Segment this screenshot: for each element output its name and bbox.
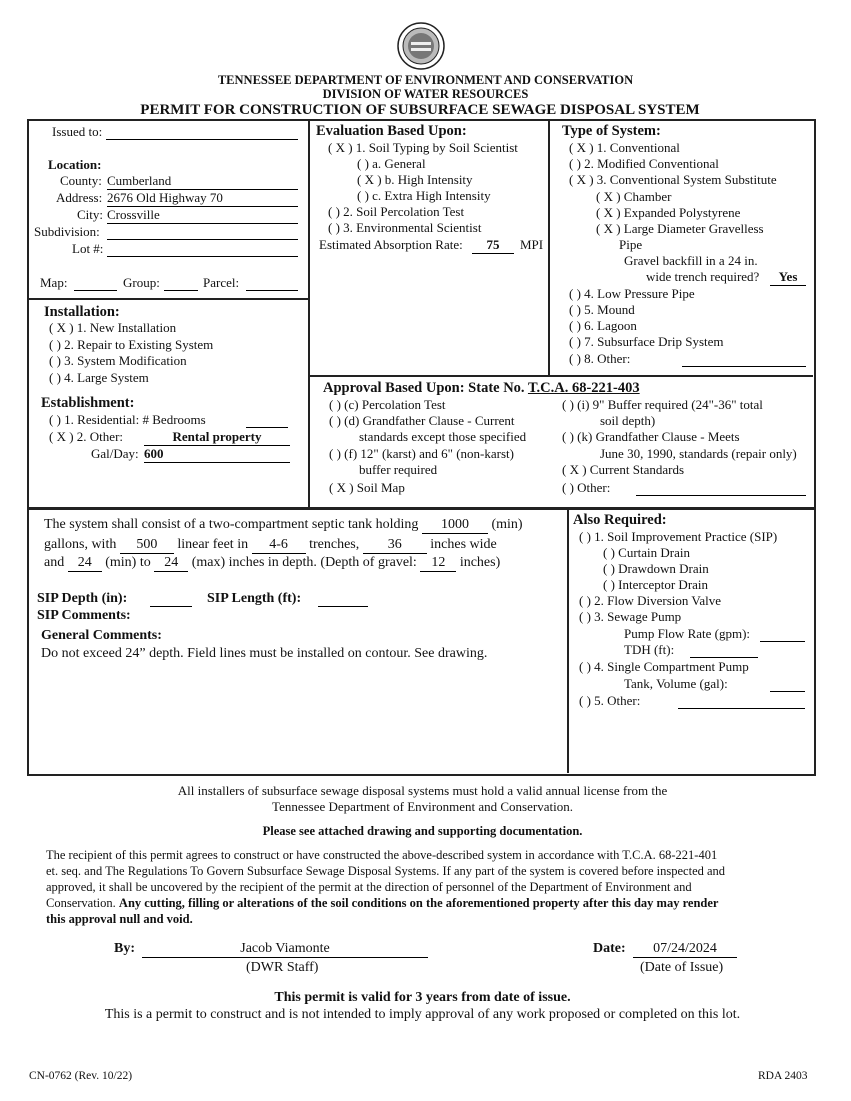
tdh-field[interactable] — [690, 642, 758, 658]
gravel-question-2: wide trench required? — [646, 269, 760, 284]
county-label: County: — [60, 173, 102, 188]
galday-label: Gal/Day: — [91, 446, 139, 461]
type-item-8[interactable]: ( ) 8. Other: — [569, 351, 631, 366]
approval-current[interactable]: ( X ) Current Standards — [562, 462, 685, 477]
eval-item-2[interactable]: ( ) 2. Soil Percolation Test — [328, 204, 465, 219]
approval-code: T.C.A. 68-221-403 — [527, 380, 640, 396]
issued-to-label: Issued to: — [52, 124, 103, 139]
group-label: Group: — [123, 275, 160, 290]
license-note-1: All installers of subsurface sewage disposal systems must hold a valid annual license from the — [177, 783, 668, 798]
type-item-3[interactable]: ( X ) 3. Conventional System Substitute — [569, 172, 777, 187]
type-item-6[interactable]: ( ) 6. Lagoon — [569, 318, 637, 333]
also-item-3[interactable]: ( ) 3. Sewage Pump — [579, 609, 682, 624]
establishment-heading: Establishment: — [41, 395, 135, 411]
pump-flow-field[interactable] — [760, 626, 805, 642]
type-item-4[interactable]: ( ) 4. Low Pressure Pipe — [569, 286, 695, 301]
absorption-rate-value[interactable]: 75 — [472, 237, 514, 254]
sip-length-label: SIP Length (ft): — [207, 591, 302, 606]
gravel-depth-field[interactable]: 12 — [420, 555, 456, 572]
gravel-answer[interactable]: Yes — [770, 269, 806, 286]
type-heading: Type of System: — [562, 123, 661, 139]
installation-heading: Installation: — [44, 304, 120, 320]
type-item-3c-pipe: Pipe — [619, 237, 643, 252]
also-other-field[interactable] — [678, 693, 805, 709]
approval-i[interactable]: ( ) (i) 9" Buffer required (24"-36" total — [562, 397, 763, 412]
also-item-1[interactable]: ( ) 1. Soil Improvement Practice (SIP) — [579, 529, 778, 544]
bedrooms-field[interactable] — [246, 412, 288, 428]
also-item-4[interactable]: ( ) 4. Single Compartment Pump — [579, 659, 749, 674]
system-text-2a: gallons, with — [44, 537, 117, 552]
type-item-3c[interactable]: ( X ) Large Diameter Gravelless — [596, 221, 764, 236]
type-item-3a[interactable]: ( X ) Chamber — [596, 189, 672, 204]
date-field[interactable]: 07/24/2024 — [633, 941, 737, 958]
general-comments-label: General Comments: — [41, 628, 162, 643]
system-text-3a: and — [44, 555, 65, 570]
type-item-1[interactable]: ( X ) 1. Conventional — [569, 140, 680, 155]
agreement-line-1: The recipient of this permit agrees to construct or have constructed the above-described system in accordance with T.C.A. 68-221-401 — [46, 848, 718, 862]
type-item-2[interactable]: ( ) 2. Modified Conventional — [569, 156, 719, 171]
address-field[interactable]: 2676 Old Highway 70 — [107, 190, 298, 207]
see-attached: Please see attached drawing and supporting documentation. — [262, 824, 583, 838]
system-text-3c: (max) inches in depth. (Depth of gravel: — [191, 555, 417, 570]
subdivision-field[interactable] — [107, 224, 298, 240]
signature-field[interactable]: Jacob Viamonte — [142, 941, 428, 958]
type-other-field[interactable] — [682, 351, 806, 367]
trench-width-field[interactable]: 36 — [363, 537, 427, 554]
also-item-1c[interactable]: ( ) Interceptor Drain — [603, 577, 709, 592]
type-item-5[interactable]: ( ) 5. Mound — [569, 302, 635, 317]
sip-depth-field[interactable] — [150, 591, 192, 607]
form-number: CN-0762 (Rev. 10/22) — [29, 1070, 133, 1082]
subdivision-label: Subdivision: — [34, 224, 100, 239]
sip-depth-label: SIP Depth (in): — [37, 591, 128, 606]
system-text-2c: trenches, — [309, 537, 360, 552]
construct-note: This is a permit to construct and is not intended to imply approval of any work proposed or completed on this lot. — [104, 1007, 741, 1022]
parcel-label: Parcel: — [203, 275, 240, 290]
date-sub: (Date of Issue) — [640, 960, 724, 975]
eval-item-1a[interactable]: ( ) a. General — [357, 156, 426, 171]
lot-label: Lot #: — [72, 241, 104, 256]
approval-f-cont: buffer required — [359, 462, 438, 477]
evaluation-heading: Evaluation Based Upon: — [316, 123, 467, 139]
address-label: Address: — [56, 190, 103, 205]
lot-field[interactable] — [107, 241, 298, 257]
absorption-rate-label: Estimated Absorption Rate: — [319, 237, 463, 252]
install-item-4[interactable]: ( ) 4. Large System — [49, 370, 149, 385]
agreement-line-4 — [46, 896, 718, 911]
agreement-line-4b: Any cutting, filling or alterations of the soil conditions on the aforementioned property after this day may render — [118, 896, 719, 910]
approval-soil-map[interactable]: ( X ) Soil Map — [329, 480, 405, 495]
agreement-line-2: et. seq. and The Regulations To Govern Subsurface Sewage Disposal Systems. If any part of the system is covered before inspected and — [46, 864, 726, 878]
general-comments: Do not exceed 24” depth. Field lines must be installed on contour. See drawing. — [41, 646, 488, 661]
system-text-1b: (min) — [491, 517, 523, 532]
county-field[interactable]: Cumberland — [107, 173, 298, 190]
absorption-rate-unit: MPI — [520, 237, 544, 252]
also-item-1b[interactable]: ( ) Drawdown Drain — [603, 561, 709, 576]
approval-k-cont: June 30, 1990, standards (repair only) — [600, 446, 797, 461]
map-field[interactable] — [74, 275, 117, 291]
system-line-3 — [44, 555, 500, 572]
depth-max-field[interactable]: 24 — [154, 555, 188, 572]
also-item-5[interactable]: ( ) 5. Other: — [579, 693, 641, 708]
approval-heading-prefix: Approval Based Upon: State No. — [323, 380, 525, 396]
parcel-field[interactable] — [246, 275, 298, 291]
gravel-question-1: Gravel backfill in a 24 in. — [624, 253, 758, 268]
install-item-3[interactable]: ( ) 3. System Modification — [49, 353, 187, 368]
group-field[interactable] — [164, 275, 198, 291]
agreement-line-3: approved, it shall be uncovered by the recipient of the permit at the direction of personnel of the Department of Environment and — [46, 880, 692, 894]
also-item-2[interactable]: ( ) 2. Flow Diversion Valve — [579, 593, 722, 608]
by-label: By: — [114, 941, 135, 956]
eval-item-1c[interactable]: ( ) c. Extra High Intensity — [357, 188, 491, 203]
issued-to-field[interactable] — [106, 124, 298, 140]
license-note-2: Tennessee Department of Environment and Conservation. — [272, 799, 573, 814]
pump-tank-field[interactable] — [770, 676, 805, 692]
map-label: Map: — [40, 275, 68, 290]
city-field[interactable]: Crossville — [107, 207, 298, 224]
agreement-line-5: this approval null and void. — [46, 912, 193, 926]
system-text-3b: (min) to — [105, 555, 151, 570]
approval-d-cont: standards except those specified — [359, 429, 527, 444]
sip-comments-label: SIP Comments: — [37, 608, 131, 623]
approval-i-cont: soil depth) — [600, 413, 656, 428]
agreement-line-4a: Conservation. — [46, 896, 116, 910]
system-text-2b: linear feet in — [177, 537, 249, 552]
page-title: PERMIT FOR CONSTRUCTION OF SUBSURFACE SEWAGE DISPOSAL SYSTEM — [140, 102, 700, 118]
state-seal-icon — [397, 22, 445, 70]
system-text-3d: inches) — [459, 555, 501, 570]
approval-other[interactable]: ( ) Other: — [562, 480, 611, 495]
system-text-2d: inches wide — [430, 537, 497, 552]
eval-item-1b[interactable]: ( X ) b. High Intensity — [357, 172, 473, 187]
galday-field[interactable]: 600 — [144, 446, 290, 463]
system-line-1 — [44, 517, 523, 534]
approval-k[interactable]: ( ) (k) Grandfather Clause - Meets — [562, 429, 740, 444]
eval-item-1[interactable]: ( X ) 1. Soil Typing by Soil Scientist — [328, 140, 518, 155]
validity-note: This permit is valid for 3 years from date of issue. — [274, 990, 571, 1005]
type-item-3b[interactable]: ( X ) Expanded Polystyrene — [596, 205, 741, 220]
by-sub: (DWR Staff) — [246, 960, 319, 975]
trenches-field[interactable]: 4-6 — [252, 537, 306, 554]
approval-c[interactable]: ( ) (c) Percolation Test — [329, 397, 446, 412]
install-item-2[interactable]: ( ) 2. Repair to Existing System — [49, 337, 214, 352]
type-item-7[interactable]: ( ) 7. Subsurface Drip System — [569, 334, 724, 349]
tdh-label: TDH (ft): — [624, 642, 675, 657]
establishment-item-2[interactable]: ( X ) 2. Other: — [49, 429, 124, 444]
system-text-1a: The system shall consist of a two-compartment septic tank holding — [44, 517, 419, 532]
eval-item-3[interactable]: ( ) 3. Environmental Scientist — [328, 220, 482, 235]
system-line-2 — [44, 537, 497, 554]
depth-min-field[interactable]: 24 — [68, 555, 102, 572]
establishment-item-1[interactable]: ( ) 1. Residential: # Bedrooms — [49, 412, 206, 427]
rda-number: RDA 2403 — [758, 1070, 808, 1082]
linear-feet-field[interactable]: 500 — [120, 537, 174, 554]
approval-d[interactable]: ( ) (d) Grandfather Clause - Current — [329, 413, 515, 428]
approval-heading — [323, 380, 640, 397]
tank-capacity-field[interactable]: 1000 — [422, 517, 488, 534]
city-label: City: — [77, 207, 104, 222]
also-item-1a[interactable]: ( ) Curtain Drain — [603, 545, 691, 560]
establishment-other-field[interactable]: Rental property — [144, 429, 290, 446]
pump-tank-label: Tank, Volume (gal): — [624, 676, 728, 691]
dept-name: TENNESSEE DEPARTMENT OF ENVIRONMENT AND CONSERVATION — [217, 73, 634, 87]
pump-flow-label: Pump Flow Rate (gpm): — [624, 626, 751, 641]
also-required-heading: Also Required: — [573, 512, 667, 528]
install-item-1[interactable]: ( X ) 1. New Installation — [49, 320, 177, 335]
division-name: DIVISION OF WATER RESOURCES — [322, 87, 529, 101]
approval-f[interactable]: ( ) (f) 12" (karst) and 6" (non-karst) — [329, 446, 514, 461]
approval-other-field[interactable] — [636, 480, 806, 496]
date-label: Date: — [593, 941, 626, 956]
location-heading: Location: — [48, 157, 102, 172]
sip-length-field[interactable] — [318, 591, 368, 607]
